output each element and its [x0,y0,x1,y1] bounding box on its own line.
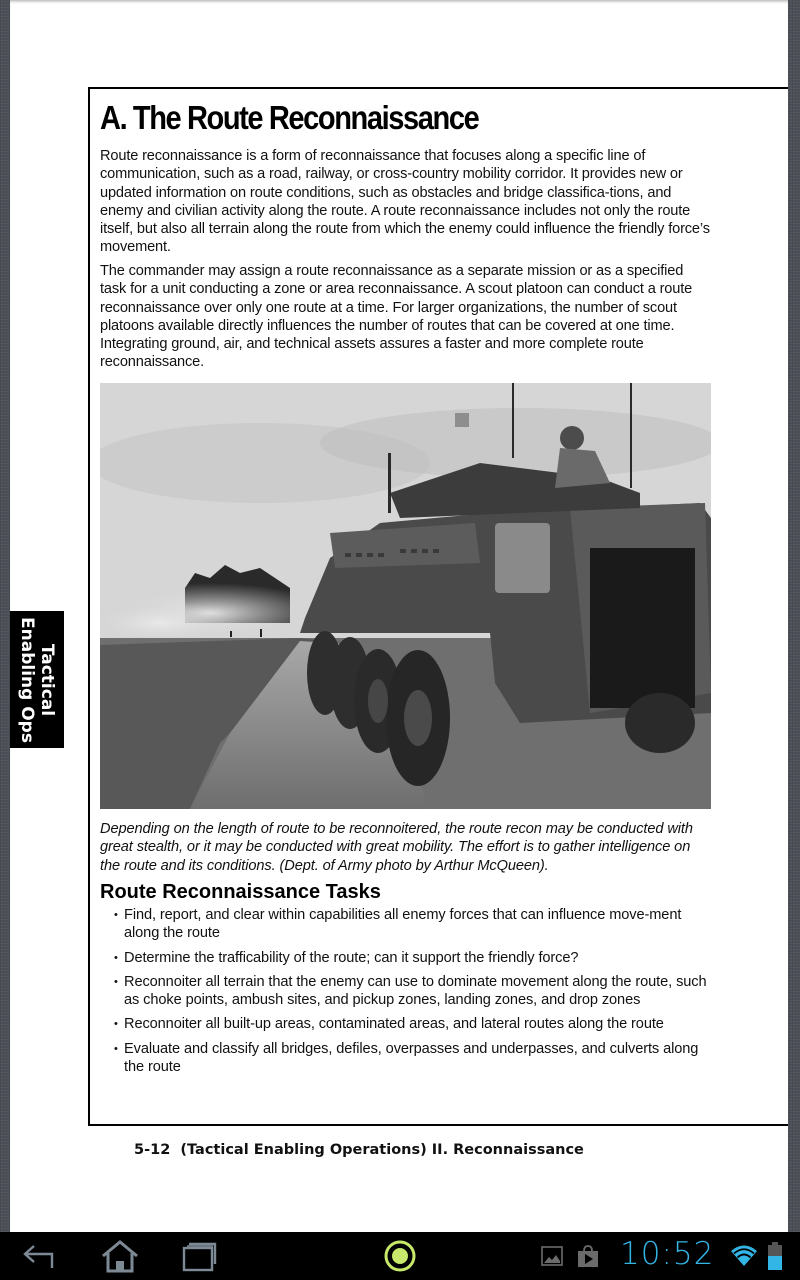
wifi-status [730,1244,758,1268]
recent-apps-icon [181,1240,219,1272]
play-store-icon [577,1244,599,1268]
home-icon [100,1239,140,1273]
section-tab-line2: Enabling Ops [17,616,38,743]
battery-status [768,1242,782,1270]
page-footer [134,1142,584,1158]
section-title: A. The Route Reconnaissance [100,99,479,136]
task-item: • Reconnoiter all terrain that the enemy can use to dominate movement along the route, such as choke points, ambush sites, and pickup zones, landing zones, and drop zones [114,973,714,1010]
section-tab [10,611,64,748]
footer-title: (Tactical Enabling Operations) II. Reconnaissance [180,1142,584,1158]
status-clock: 10:52 [620,1236,715,1272]
wifi-icon [730,1244,758,1268]
photo-caption: Depending on the length of route to be reconnoitered, the route recon may be conducted with great stealth, or it may be conducted with great mobility. The effort is to gather intelligence on the route and its conditions. (Dept. of Army photo by Arthur McQueen). [100,821,693,874]
task-item: • Determine the trafficability of the route; can it support the friendly force? [114,949,714,967]
reader-mode-icon [383,1239,417,1273]
section-tab-line1: Tactical [37,643,58,716]
page-number: 5-12 [134,1142,171,1158]
task-item: • Find, report, and clear within capabilities all enemy forces that can influence move-ment along the route [114,906,714,943]
battery-icon [768,1242,782,1270]
task-item: • Reconnoiter all built-up areas, contaminated areas, and lateral routes along the route [114,1015,714,1033]
paragraph-1: Route reconnaissance is a form of reconnaissance that focuses along a specific line of communication, such as a road, railway, or cross-country mobility corridor. It provides new or updated information on route conditions, such as obstacles and bridge classifica-tions, and enemy and civilian activity along the route. A route reconnaissance includes not only the route itself, but also all terrain along the route from which the enemy could influence the friendly force’s movement. [100,148,710,256]
tasks-heading: Route Reconnaissance Tasks [100,881,381,903]
tasks-list [114,906,714,1082]
content-box [88,87,788,1126]
task-item: • Evaluate and classify all bridges, defiles, overpasses and underpasses, and culverts along the route [114,1040,714,1077]
back-button[interactable] [18,1232,62,1280]
gallery-notification[interactable] [538,1232,566,1280]
recent-apps-button[interactable] [178,1232,222,1280]
reader-mode-button[interactable] [380,1232,420,1280]
gallery-icon [541,1246,563,1266]
play-store-notification[interactable] [574,1232,602,1280]
paragraph-2: The commander may assign a route reconnaissance as a separate mission or as a specified task for a unit conducting a zone or area reconnaissance. A scout platoon can conduct a route reconnaissance over only one route at a time. For larger organizations, the number of scout platoons available directly influences the number of routes that can be covered at one time. Integrating ground, air, and technical assets assures a faster and more complete route reconnaissance. [100,263,693,371]
home-button[interactable] [98,1232,142,1280]
vehicle-photo [100,383,711,809]
back-arrow-icon [22,1242,58,1270]
